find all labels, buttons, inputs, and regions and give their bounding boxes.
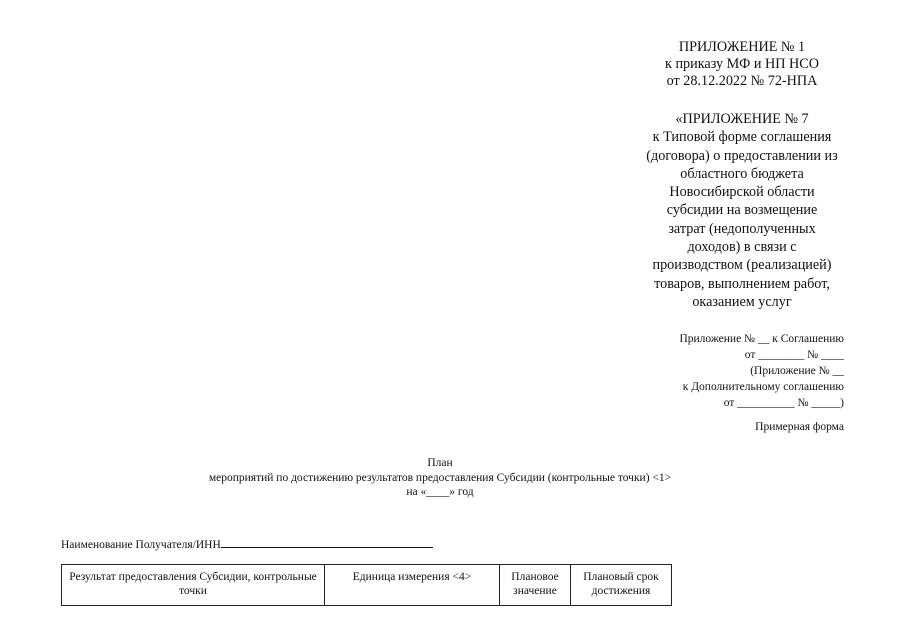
recipient-line [61, 536, 433, 552]
appendix-1-line: от 28.12.2022 № 72-НПА [666, 73, 818, 89]
appendix-1-line: к приказу МФ и НП НСО [665, 56, 819, 72]
agreement-reference [679, 331, 844, 411]
appendix-7-line: оказанием услуг [692, 293, 792, 310]
agreement-line: Приложение № __ к Соглашению [679, 333, 844, 345]
plan-subtitle: мероприятий по достижению результатов предоставления Субсидии (контрольные точки) <1> [208, 471, 672, 484]
sample-form-label: Примерная форма [755, 421, 844, 433]
recipient-label: Наименование Получателя/ИНН [61, 539, 221, 551]
agreement-line: (Приложение № __ [750, 365, 844, 377]
appendix-7-line: затрат (недополученных [668, 220, 816, 237]
appendix-7-line: «ПРИЛОЖЕНИЕ № 7 [675, 111, 809, 127]
recipient-blank [221, 536, 433, 548]
table-header-row [62, 565, 672, 606]
header-result: Результат предоставления Субсидии, контрольные точки [62, 565, 325, 606]
header-planned-deadline: Плановый срок достижения [571, 565, 672, 606]
appendix-1-header [632, 39, 852, 90]
results-table [61, 564, 672, 606]
appendix-7-line: областного бюджета [680, 165, 804, 182]
appendix-7-line: производством (реализацией) [652, 257, 832, 274]
appendix-7-line: субсидии на возмещение [666, 202, 818, 219]
header-planned-value: Плановое значение [500, 565, 571, 606]
appendix-7-line: (договора) о предоставлении из [646, 147, 838, 164]
appendix-7-header [622, 110, 862, 311]
agreement-line: к Дополнительному соглашению [682, 381, 844, 393]
appendix-7-line: Новосибирской области [669, 184, 815, 201]
agreement-line: от ________ № ____ [744, 349, 844, 361]
plan-year-line: на «____» год [406, 486, 474, 499]
appendix-1-line: ПРИЛОЖЕНИЕ № 1 [678, 39, 806, 55]
plan-heading [120, 456, 760, 500]
appendix-7-line: к Типовой форме соглашения [652, 129, 832, 146]
agreement-line: от __________ № _____) [723, 397, 844, 409]
header-unit: Единица измерения <4> [325, 565, 500, 606]
plan-title: План [427, 457, 453, 469]
appendix-7-line: доходов) в связи с [687, 239, 797, 256]
appendix-7-line: товаров, выполнением работ, [654, 275, 830, 292]
